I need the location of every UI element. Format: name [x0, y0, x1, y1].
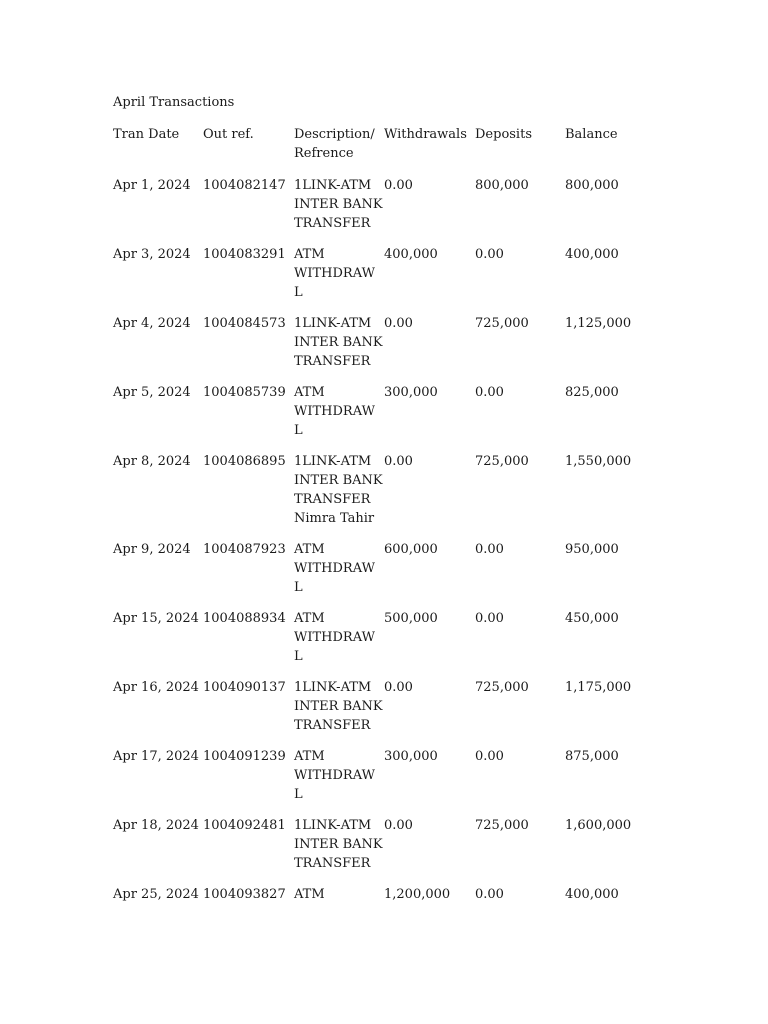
table-row: [113, 885, 673, 904]
balance-cell: 1,125,000: [565, 316, 632, 331]
description-line: TRANSFER: [294, 216, 371, 231]
balance-cell: 450,000: [565, 611, 619, 626]
out-ref-cell: 1004088934: [203, 611, 286, 626]
out-ref-cell: 1004093827: [203, 887, 286, 902]
description-line: WITHDRAW: [294, 630, 375, 645]
deposits-cell: 725,000: [475, 454, 529, 469]
withdrawals-cell: 500,000: [384, 611, 438, 626]
deposits-cell: 0.00: [475, 887, 504, 902]
tran-date-cell: Apr 5, 2024: [113, 385, 191, 400]
out-ref-cell: 1004090137: [203, 680, 286, 695]
table-row: [113, 176, 673, 233]
description-cell: [294, 176, 384, 233]
table-row: [113, 540, 673, 597]
tran-date-cell: Apr 15, 2024: [113, 611, 199, 626]
balance-cell: 875,000: [565, 749, 619, 764]
description-cell: [294, 314, 384, 371]
deposits-cell: 0.00: [475, 247, 504, 262]
description-cell: [294, 885, 384, 904]
description-cell: [294, 245, 384, 302]
table-header-row: [113, 125, 673, 176]
withdrawals-cell: 0.00: [384, 316, 413, 331]
description-line: L: [294, 787, 303, 802]
table-row: [113, 747, 673, 804]
header-description: [294, 125, 384, 163]
transactions-table: [113, 125, 673, 916]
withdrawals-cell: 300,000: [384, 385, 438, 400]
out-ref-cell: 1004082147: [203, 178, 286, 193]
description-line: Nimra Tahir: [294, 511, 375, 526]
table-row: [113, 609, 673, 666]
withdrawals-cell: 0.00: [384, 680, 413, 695]
description-line: ATM: [294, 887, 325, 902]
description-cell: [294, 816, 384, 873]
withdrawals-cell: 0.00: [384, 178, 413, 193]
header-description-line: Refrence: [294, 146, 354, 161]
withdrawals-cell: 0.00: [384, 818, 413, 833]
withdrawals-cell: 600,000: [384, 542, 438, 557]
tran-date-cell: Apr 16, 2024: [113, 680, 199, 695]
document-title: April Transactions: [113, 95, 235, 110]
description-line: 1LINK-ATM: [294, 818, 372, 833]
table-row: [113, 452, 673, 528]
description-cell: [294, 383, 384, 440]
deposits-cell: 0.00: [475, 542, 504, 557]
description-line: WITHDRAW: [294, 768, 375, 783]
deposits-cell: 725,000: [475, 316, 529, 331]
out-ref-cell: 1004084573: [203, 316, 286, 331]
tran-date-cell: Apr 9, 2024: [113, 542, 191, 557]
tran-date-cell: Apr 8, 2024: [113, 454, 191, 469]
table-row: [113, 816, 673, 873]
description-line: INTER BANK: [294, 699, 383, 714]
tran-date-cell: Apr 25, 2024: [113, 887, 199, 902]
description-line: INTER BANK: [294, 335, 383, 350]
description-line: L: [294, 423, 303, 438]
table-row: [113, 245, 673, 302]
out-ref-cell: 1004087923: [203, 542, 286, 557]
description-line: 1LINK-ATM: [294, 454, 372, 469]
balance-cell: 950,000: [565, 542, 619, 557]
withdrawals-cell: 0.00: [384, 454, 413, 469]
deposits-cell: 0.00: [475, 749, 504, 764]
description-line: ATM: [294, 542, 325, 557]
tran-date-cell: Apr 17, 2024: [113, 749, 199, 764]
tran-date-cell: Apr 1, 2024: [113, 178, 191, 193]
out-ref-cell: 1004085739: [203, 385, 286, 400]
out-ref-cell: 1004092481: [203, 818, 286, 833]
deposits-cell: 725,000: [475, 818, 529, 833]
description-line: WITHDRAW: [294, 561, 375, 576]
deposits-cell: 800,000: [475, 178, 529, 193]
header-description-line: Description/: [294, 127, 375, 142]
deposits-cell: 725,000: [475, 680, 529, 695]
description-line: ATM: [294, 247, 325, 262]
withdrawals-cell: 300,000: [384, 749, 438, 764]
out-ref-cell: 1004091239: [203, 749, 286, 764]
balance-cell: 400,000: [565, 887, 619, 902]
header-withdrawals: Withdrawals: [384, 127, 467, 142]
balance-cell: 1,550,000: [565, 454, 632, 469]
description-line: INTER BANK: [294, 837, 383, 852]
table-row: [113, 314, 673, 371]
balance-cell: 800,000: [565, 178, 619, 193]
description-line: TRANSFER: [294, 718, 371, 733]
table-row: [113, 383, 673, 440]
description-cell: [294, 609, 384, 666]
balance-cell: 400,000: [565, 247, 619, 262]
tran-date-cell: Apr 3, 2024: [113, 247, 191, 262]
out-ref-cell: 1004086895: [203, 454, 286, 469]
withdrawals-cell: 1,200,000: [384, 887, 451, 902]
description-line: 1LINK-ATM: [294, 680, 372, 695]
out-ref-cell: 1004083291: [203, 247, 286, 262]
description-line: ATM: [294, 611, 325, 626]
header-balance: Balance: [565, 127, 618, 142]
description-cell: [294, 747, 384, 804]
header-deposits: Deposits: [475, 127, 532, 142]
description-line: TRANSFER: [294, 354, 371, 369]
header-tran-date: Tran Date: [113, 127, 180, 142]
description-cell: [294, 678, 384, 735]
description-line: TRANSFER: [294, 492, 371, 507]
tran-date-cell: Apr 18, 2024: [113, 818, 199, 833]
description-line: L: [294, 649, 303, 664]
description-cell: [294, 452, 384, 528]
description-line: ATM: [294, 749, 325, 764]
description-line: INTER BANK: [294, 473, 383, 488]
balance-cell: 825,000: [565, 385, 619, 400]
deposits-cell: 0.00: [475, 385, 504, 400]
description-line: 1LINK-ATM: [294, 316, 372, 331]
description-line: WITHDRAW: [294, 266, 375, 281]
description-line: L: [294, 580, 303, 595]
description-line: 1LINK-ATM: [294, 178, 372, 193]
withdrawals-cell: 400,000: [384, 247, 438, 262]
description-cell: [294, 540, 384, 597]
description-line: L: [294, 285, 303, 300]
description-line: ATM: [294, 385, 325, 400]
balance-cell: 1,175,000: [565, 680, 632, 695]
description-line: TRANSFER: [294, 856, 371, 871]
table-body: [113, 176, 673, 904]
table-row: [113, 678, 673, 735]
description-line: WITHDRAW: [294, 404, 375, 419]
header-out-ref: Out ref.: [203, 127, 254, 142]
description-line: INTER BANK: [294, 197, 383, 212]
balance-cell: 1,600,000: [565, 818, 632, 833]
tran-date-cell: Apr 4, 2024: [113, 316, 191, 331]
deposits-cell: 0.00: [475, 611, 504, 626]
